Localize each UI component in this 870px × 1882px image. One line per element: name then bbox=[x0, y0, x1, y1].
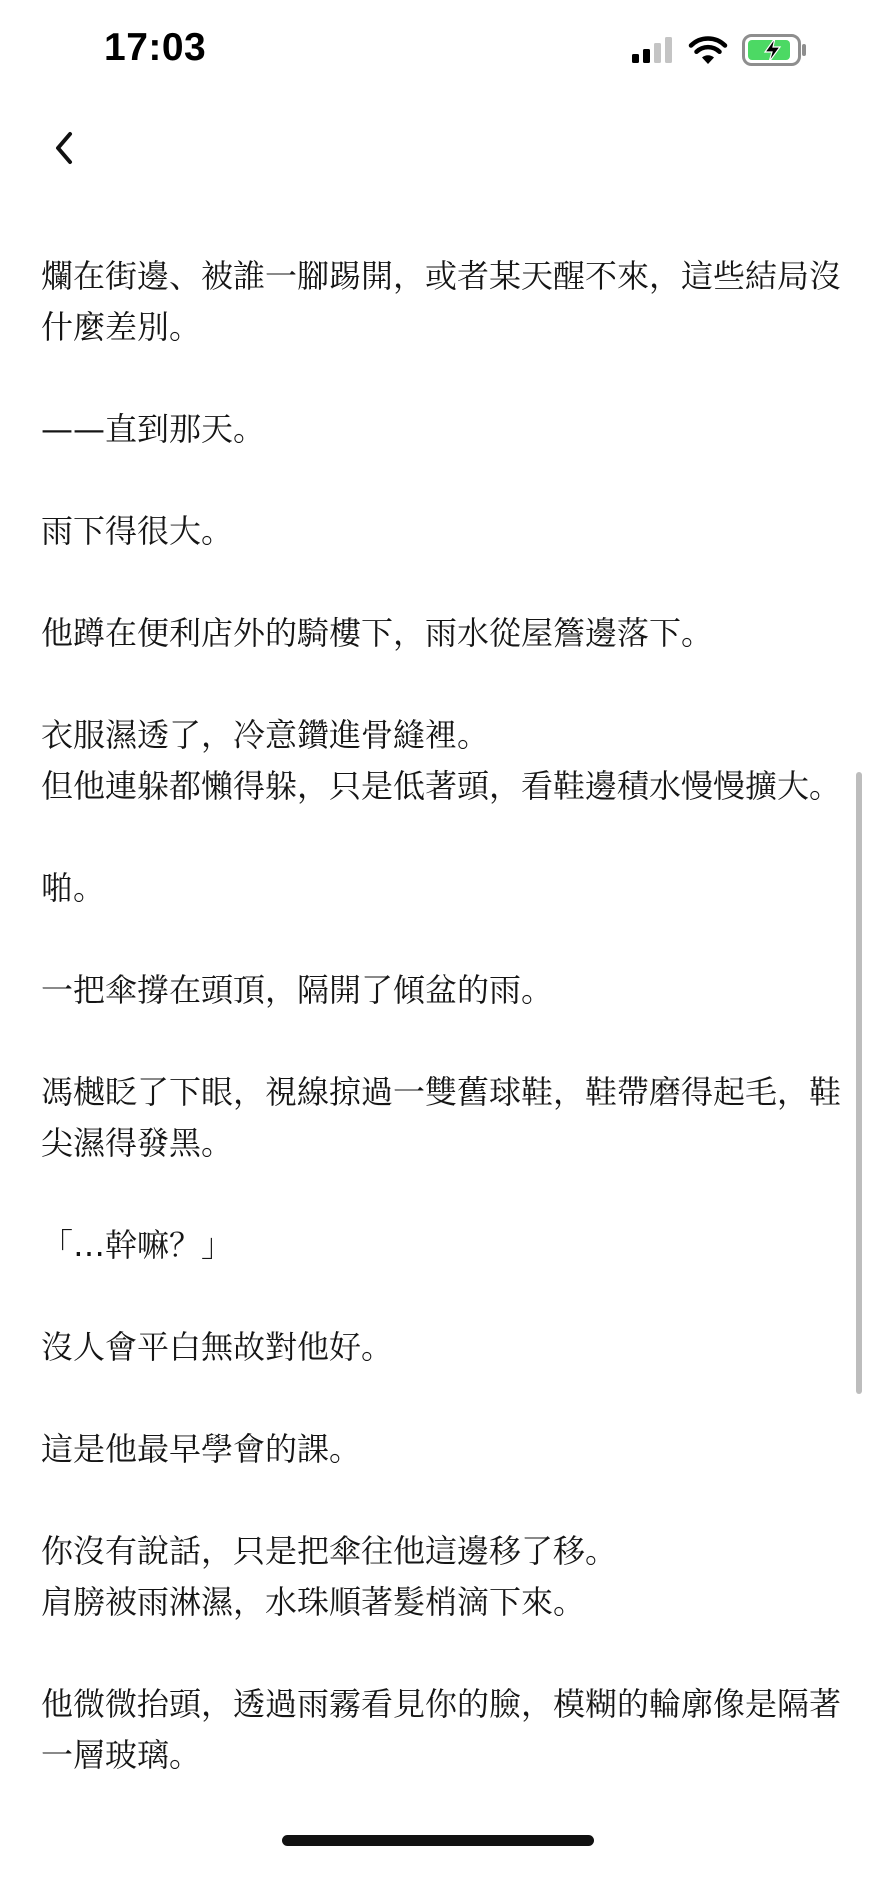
paragraph: 你沒有說話，只是把傘往他這邊移了移。 肩膀被雨淋濕，水珠順著髮梢滴下來。 bbox=[41, 1532, 618, 1621]
status-icons bbox=[632, 34, 808, 70]
status-bar bbox=[0, 0, 870, 104]
paragraph: 這是他最早學會的課。 bbox=[41, 1430, 362, 1468]
bottom-safe-area bbox=[0, 1820, 870, 1882]
paragraph: 馮樾眨了下眼，視線掠過一雙舊球鞋，鞋帶磨得起毛，鞋尖濕得發黑。 bbox=[41, 1073, 842, 1162]
paragraph: 他蹲在便利店外的騎樓下，雨水從屋簷邊落下。 bbox=[41, 614, 714, 652]
home-indicator[interactable] bbox=[282, 1835, 594, 1846]
cellular-signal-icon bbox=[632, 37, 674, 67]
paragraph: ——直到那天。 bbox=[41, 410, 266, 448]
wifi-icon bbox=[688, 35, 728, 69]
paragraph: 一把傘撐在頭頂，隔開了傾盆的雨。 bbox=[41, 971, 554, 1009]
status-time: 17:03 bbox=[104, 26, 207, 69]
chevron-left-icon bbox=[44, 157, 88, 176]
battery-charging-icon bbox=[742, 34, 808, 70]
vertical-scrollbar[interactable] bbox=[856, 772, 862, 1394]
paragraph: 雨下得很大。 bbox=[41, 512, 234, 550]
paragraph: 啪。 bbox=[41, 869, 106, 907]
paragraph: 他微微抬頭，透過雨霧看見你的臉，模糊的輪廓像是隔著一層玻璃。 bbox=[41, 1685, 842, 1774]
story-text bbox=[41, 149, 841, 1820]
paragraph: 「…幹嘛？」 bbox=[41, 1226, 234, 1264]
back-button[interactable] bbox=[44, 124, 88, 172]
paragraph: 爛在街邊、被誰一腳踢開，或者某天醒不來，這些結局沒什麼差別。 bbox=[41, 257, 842, 346]
paragraph: 衣服濕透了，冷意鑽進骨縫裡。 但他連躲都懶得躲，只是低著頭，看鞋邊積水慢慢擴大。 bbox=[41, 716, 842, 805]
navigation-bar bbox=[0, 104, 870, 194]
paragraph: 沒人會平白無故對他好。 bbox=[41, 1328, 394, 1366]
